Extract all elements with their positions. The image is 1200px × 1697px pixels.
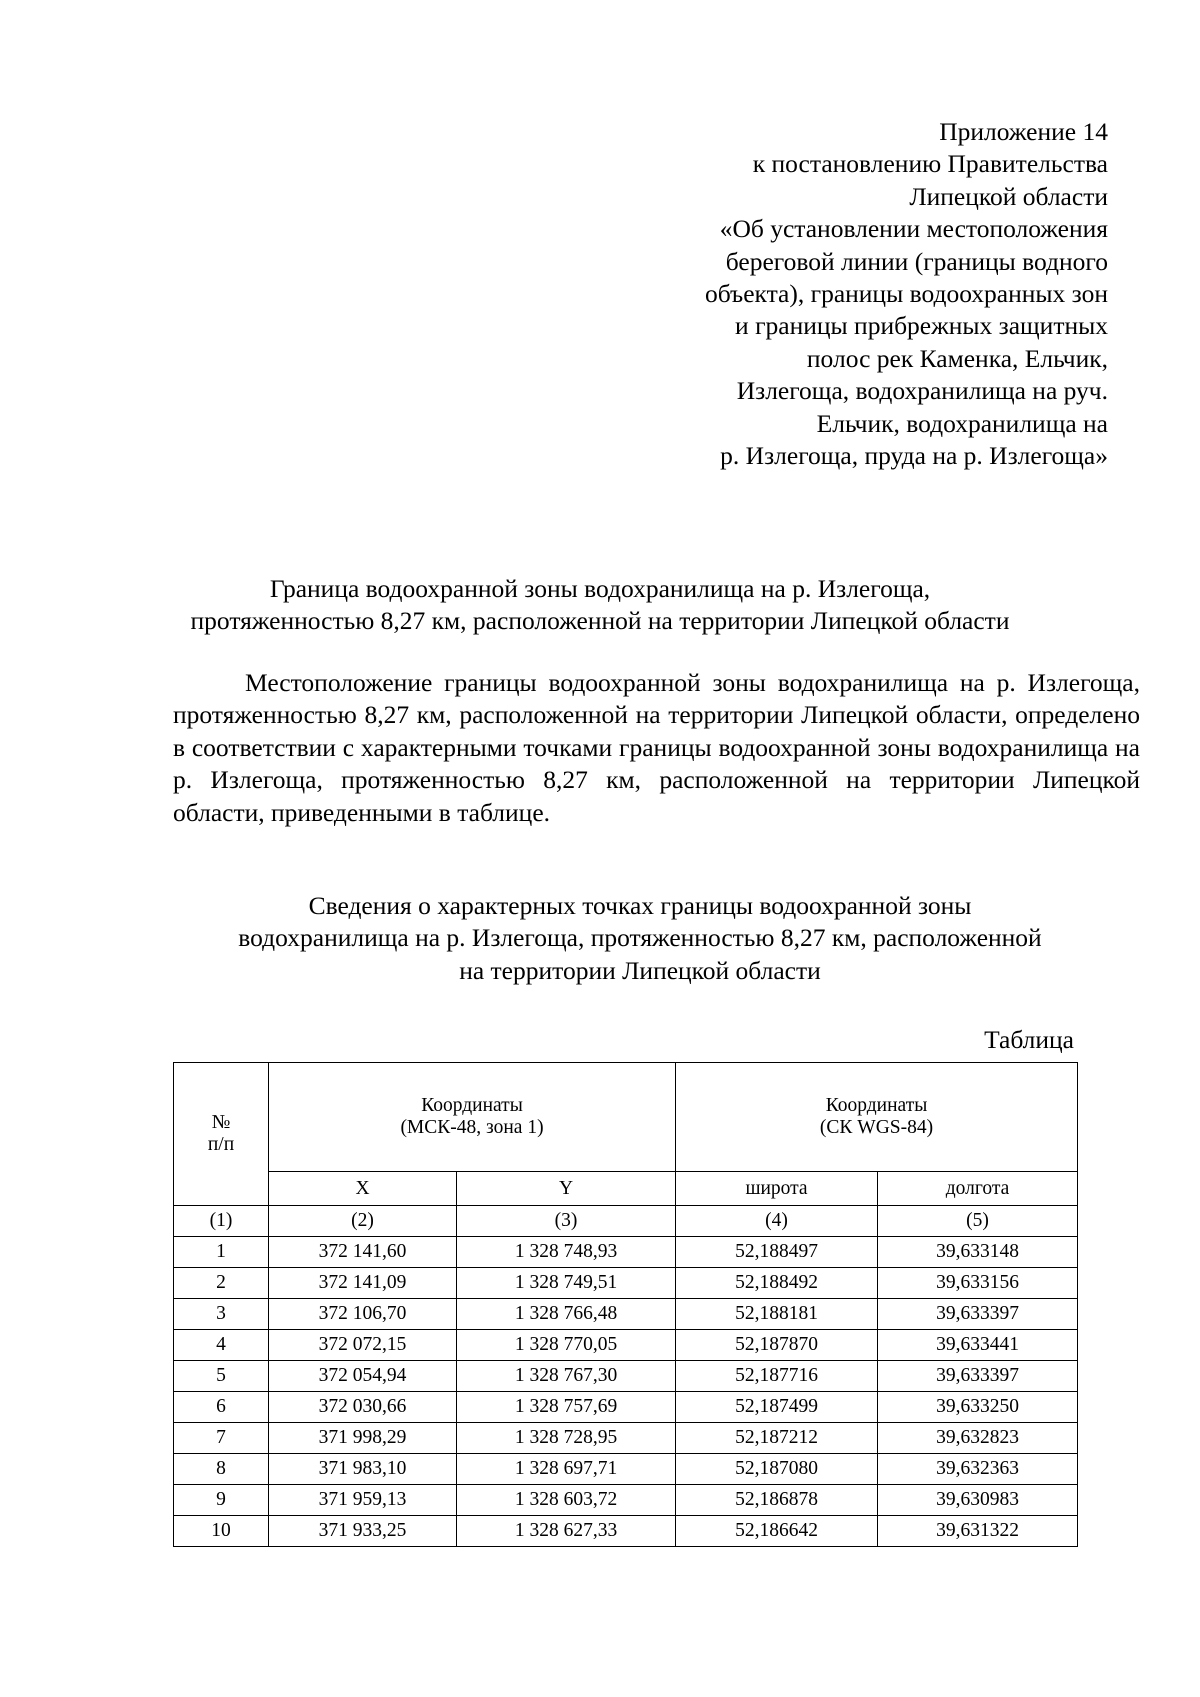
- table-row: [174, 1330, 1078, 1361]
- x-value: 371 959,13: [269, 1485, 457, 1516]
- coordinates-table: [173, 1062, 1078, 1547]
- header-longitude: долгота: [878, 1172, 1078, 1206]
- longitude-value: 39,633397: [878, 1361, 1078, 1392]
- x-value: 372 106,70: [269, 1299, 457, 1330]
- appendix-line: Липецкой области: [909, 181, 1108, 211]
- appendix-line: Излегоща, водохранилища на руч.: [736, 376, 1108, 406]
- header-latitude: широта: [676, 1172, 878, 1206]
- row-number: 10: [174, 1516, 269, 1547]
- table-row: [174, 1392, 1078, 1423]
- appendix-line: полос рек Каменка, Ельчик,: [806, 343, 1108, 373]
- row-number: 1: [174, 1237, 269, 1268]
- row-number: 2: [174, 1268, 269, 1299]
- latitude-value: 52,186878: [676, 1485, 878, 1516]
- table-header-row: [174, 1063, 1078, 1172]
- longitude-value: 39,633397: [878, 1299, 1078, 1330]
- y-value: 1 328 748,93: [457, 1237, 676, 1268]
- column-number: (4): [676, 1206, 878, 1237]
- caption-line-3: на территории Липецкой области: [459, 955, 821, 985]
- header-number: № п/п: [174, 1063, 269, 1206]
- longitude-value: 39,633250: [878, 1392, 1078, 1423]
- appendix-line: р. Излегоща, пруда на р. Излегоща»: [720, 441, 1108, 471]
- x-value: 371 983,10: [269, 1454, 457, 1485]
- longitude-value: 39,631322: [878, 1516, 1078, 1547]
- column-number-row: [174, 1206, 1078, 1237]
- x-value: 372 141,09: [269, 1268, 457, 1299]
- table-row: [174, 1485, 1078, 1516]
- title-line-2: протяженностью 8,27 км, расположенной на территории Липецкой области: [190, 606, 1010, 635]
- column-number: (5): [878, 1206, 1078, 1237]
- longitude-value: 39,630983: [878, 1485, 1078, 1516]
- y-value: 1 328 728,95: [457, 1423, 676, 1454]
- table-label: Таблица: [984, 1025, 1074, 1054]
- appendix-line: «Об установлении местоположения: [719, 214, 1108, 244]
- document-title: [92, 573, 1108, 637]
- y-value: 1 328 767,30: [457, 1361, 676, 1392]
- x-value: 372 054,94: [269, 1361, 457, 1392]
- table-row: [174, 1268, 1078, 1299]
- table-caption: [180, 890, 1100, 987]
- row-number: 4: [174, 1330, 269, 1361]
- latitude-value: 52,187212: [676, 1423, 878, 1454]
- y-value: 1 328 697,71: [457, 1454, 676, 1485]
- table-row: [174, 1299, 1078, 1330]
- appendix-line: и границы прибрежных защитных: [735, 311, 1108, 341]
- table-row: [174, 1516, 1078, 1547]
- latitude-value: 52,187499: [676, 1392, 878, 1423]
- header-msk-coordinates: Координаты (МСК-48, зона 1): [269, 1063, 676, 1172]
- latitude-value: 52,187870: [676, 1330, 878, 1361]
- longitude-value: 39,632823: [878, 1423, 1078, 1454]
- table-row: [174, 1361, 1078, 1392]
- table-row: [174, 1454, 1078, 1485]
- latitude-value: 52,187716: [676, 1361, 878, 1392]
- table-subheader-row: [174, 1172, 1078, 1206]
- y-value: 1 328 749,51: [457, 1268, 676, 1299]
- column-number: (1): [174, 1206, 269, 1237]
- appendix-line: береговой линии (границы водного: [725, 246, 1108, 276]
- table-row: [174, 1237, 1078, 1268]
- latitude-value: 52,188492: [676, 1268, 878, 1299]
- longitude-value: 39,633441: [878, 1330, 1078, 1361]
- caption-line-1: Сведения о характерных точках границы водоохранной зоны: [308, 891, 972, 920]
- column-number: (2): [269, 1206, 457, 1237]
- longitude-value: 39,633156: [878, 1268, 1078, 1299]
- appendix-line: к постановлению Правительства: [752, 149, 1108, 179]
- x-value: 371 933,25: [269, 1516, 457, 1547]
- x-value: 372 141,60: [269, 1237, 457, 1268]
- description-paragraph: Местоположение границы водоохранной зоны водохранилища на р. Излегоща, протяженностью 8,27 км, расположенной на территории Липецкой области, определено в соответствии с характерными точками границы водоохранной зоны водохранилища на р. Излегоща, протяженностью 8,27 км, расположенной на территории Липецкой области, приведенными в таблице.: [173, 668, 1140, 827]
- row-number: 8: [174, 1454, 269, 1485]
- appendix-line: Приложение 14: [939, 117, 1108, 146]
- caption-line-2: водохранилища на р. Излегоща, протяженностью 8,27 км, расположенной: [238, 923, 1042, 953]
- header-x: X: [269, 1172, 457, 1206]
- row-number: 9: [174, 1485, 269, 1516]
- appendix-line: Ельчик, водохранилища на: [816, 408, 1108, 438]
- row-number: 5: [174, 1361, 269, 1392]
- appendix-line: объекта), границы водоохранных зон: [704, 279, 1108, 309]
- latitude-value: 52,188181: [676, 1299, 878, 1330]
- x-value: 371 998,29: [269, 1423, 457, 1454]
- y-value: 1 328 766,48: [457, 1299, 676, 1330]
- x-value: 372 072,15: [269, 1330, 457, 1361]
- latitude-value: 52,186642: [676, 1516, 878, 1547]
- x-value: 372 030,66: [269, 1392, 457, 1423]
- y-value: 1 328 627,33: [457, 1516, 676, 1547]
- appendix-reference: [705, 116, 1108, 472]
- latitude-value: 52,188497: [676, 1237, 878, 1268]
- table-row: [174, 1423, 1078, 1454]
- row-number: 7: [174, 1423, 269, 1454]
- latitude-value: 52,187080: [676, 1454, 878, 1485]
- longitude-value: 39,633148: [878, 1237, 1078, 1268]
- title-line-1: Граница водоохранной зоны водохранилища на р. Излегоща,: [269, 574, 931, 603]
- y-value: 1 328 757,69: [457, 1392, 676, 1423]
- header-wgs-coordinates: Координаты (СК WGS-84): [676, 1063, 1078, 1172]
- row-number: 6: [174, 1392, 269, 1423]
- longitude-value: 39,632363: [878, 1454, 1078, 1485]
- column-number: (3): [457, 1206, 676, 1237]
- y-value: 1 328 603,72: [457, 1485, 676, 1516]
- row-number: 3: [174, 1299, 269, 1330]
- y-value: 1 328 770,05: [457, 1330, 676, 1361]
- header-y: Y: [457, 1172, 676, 1206]
